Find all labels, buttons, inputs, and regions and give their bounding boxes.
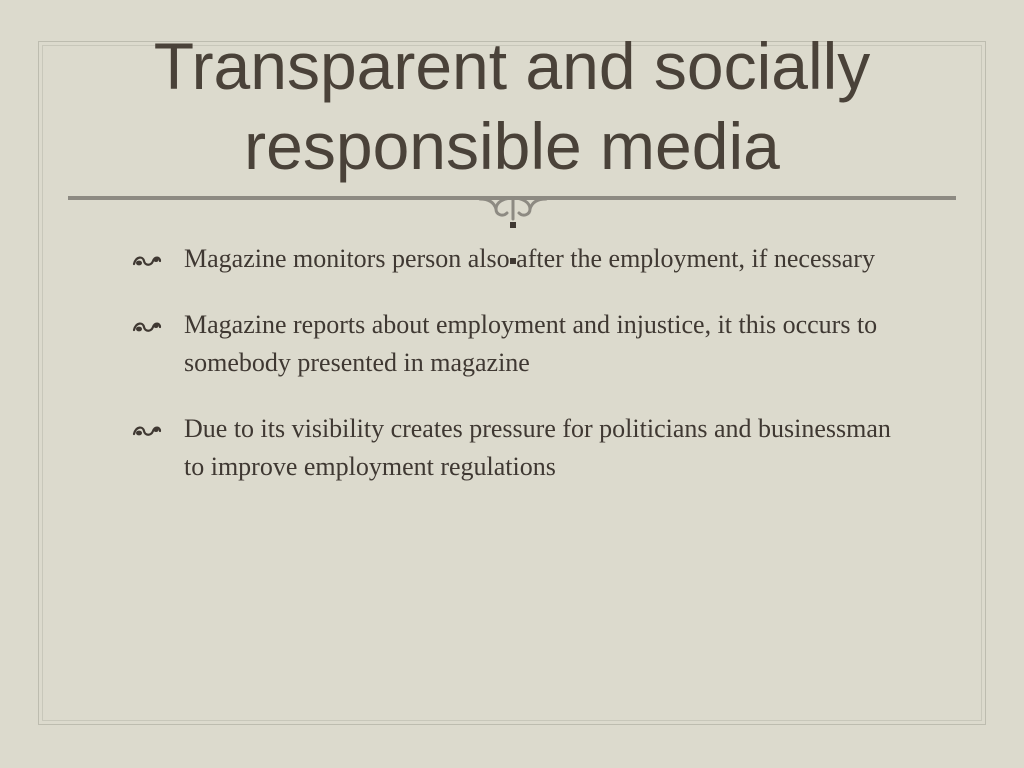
bullet-text: Magazine monitors person also after the employment, if necessary <box>184 244 875 273</box>
bullet-item <box>132 240 892 278</box>
bullet-item <box>132 306 892 382</box>
fleuron-icon <box>132 253 162 269</box>
bullet-item <box>132 410 892 486</box>
fleuron-icon <box>132 423 162 439</box>
bullet-list <box>132 240 892 514</box>
fleuron-icon <box>132 319 162 335</box>
slide-title: Transparent and socially responsible media <box>153 29 871 183</box>
bullet-text: Magazine reports about employment and injustice, it this occurs to somebody presented in magazine <box>184 310 878 377</box>
bullet-text: Due to its visibility creates pressure for politicians and businessman to improve employment regulations <box>184 414 891 481</box>
